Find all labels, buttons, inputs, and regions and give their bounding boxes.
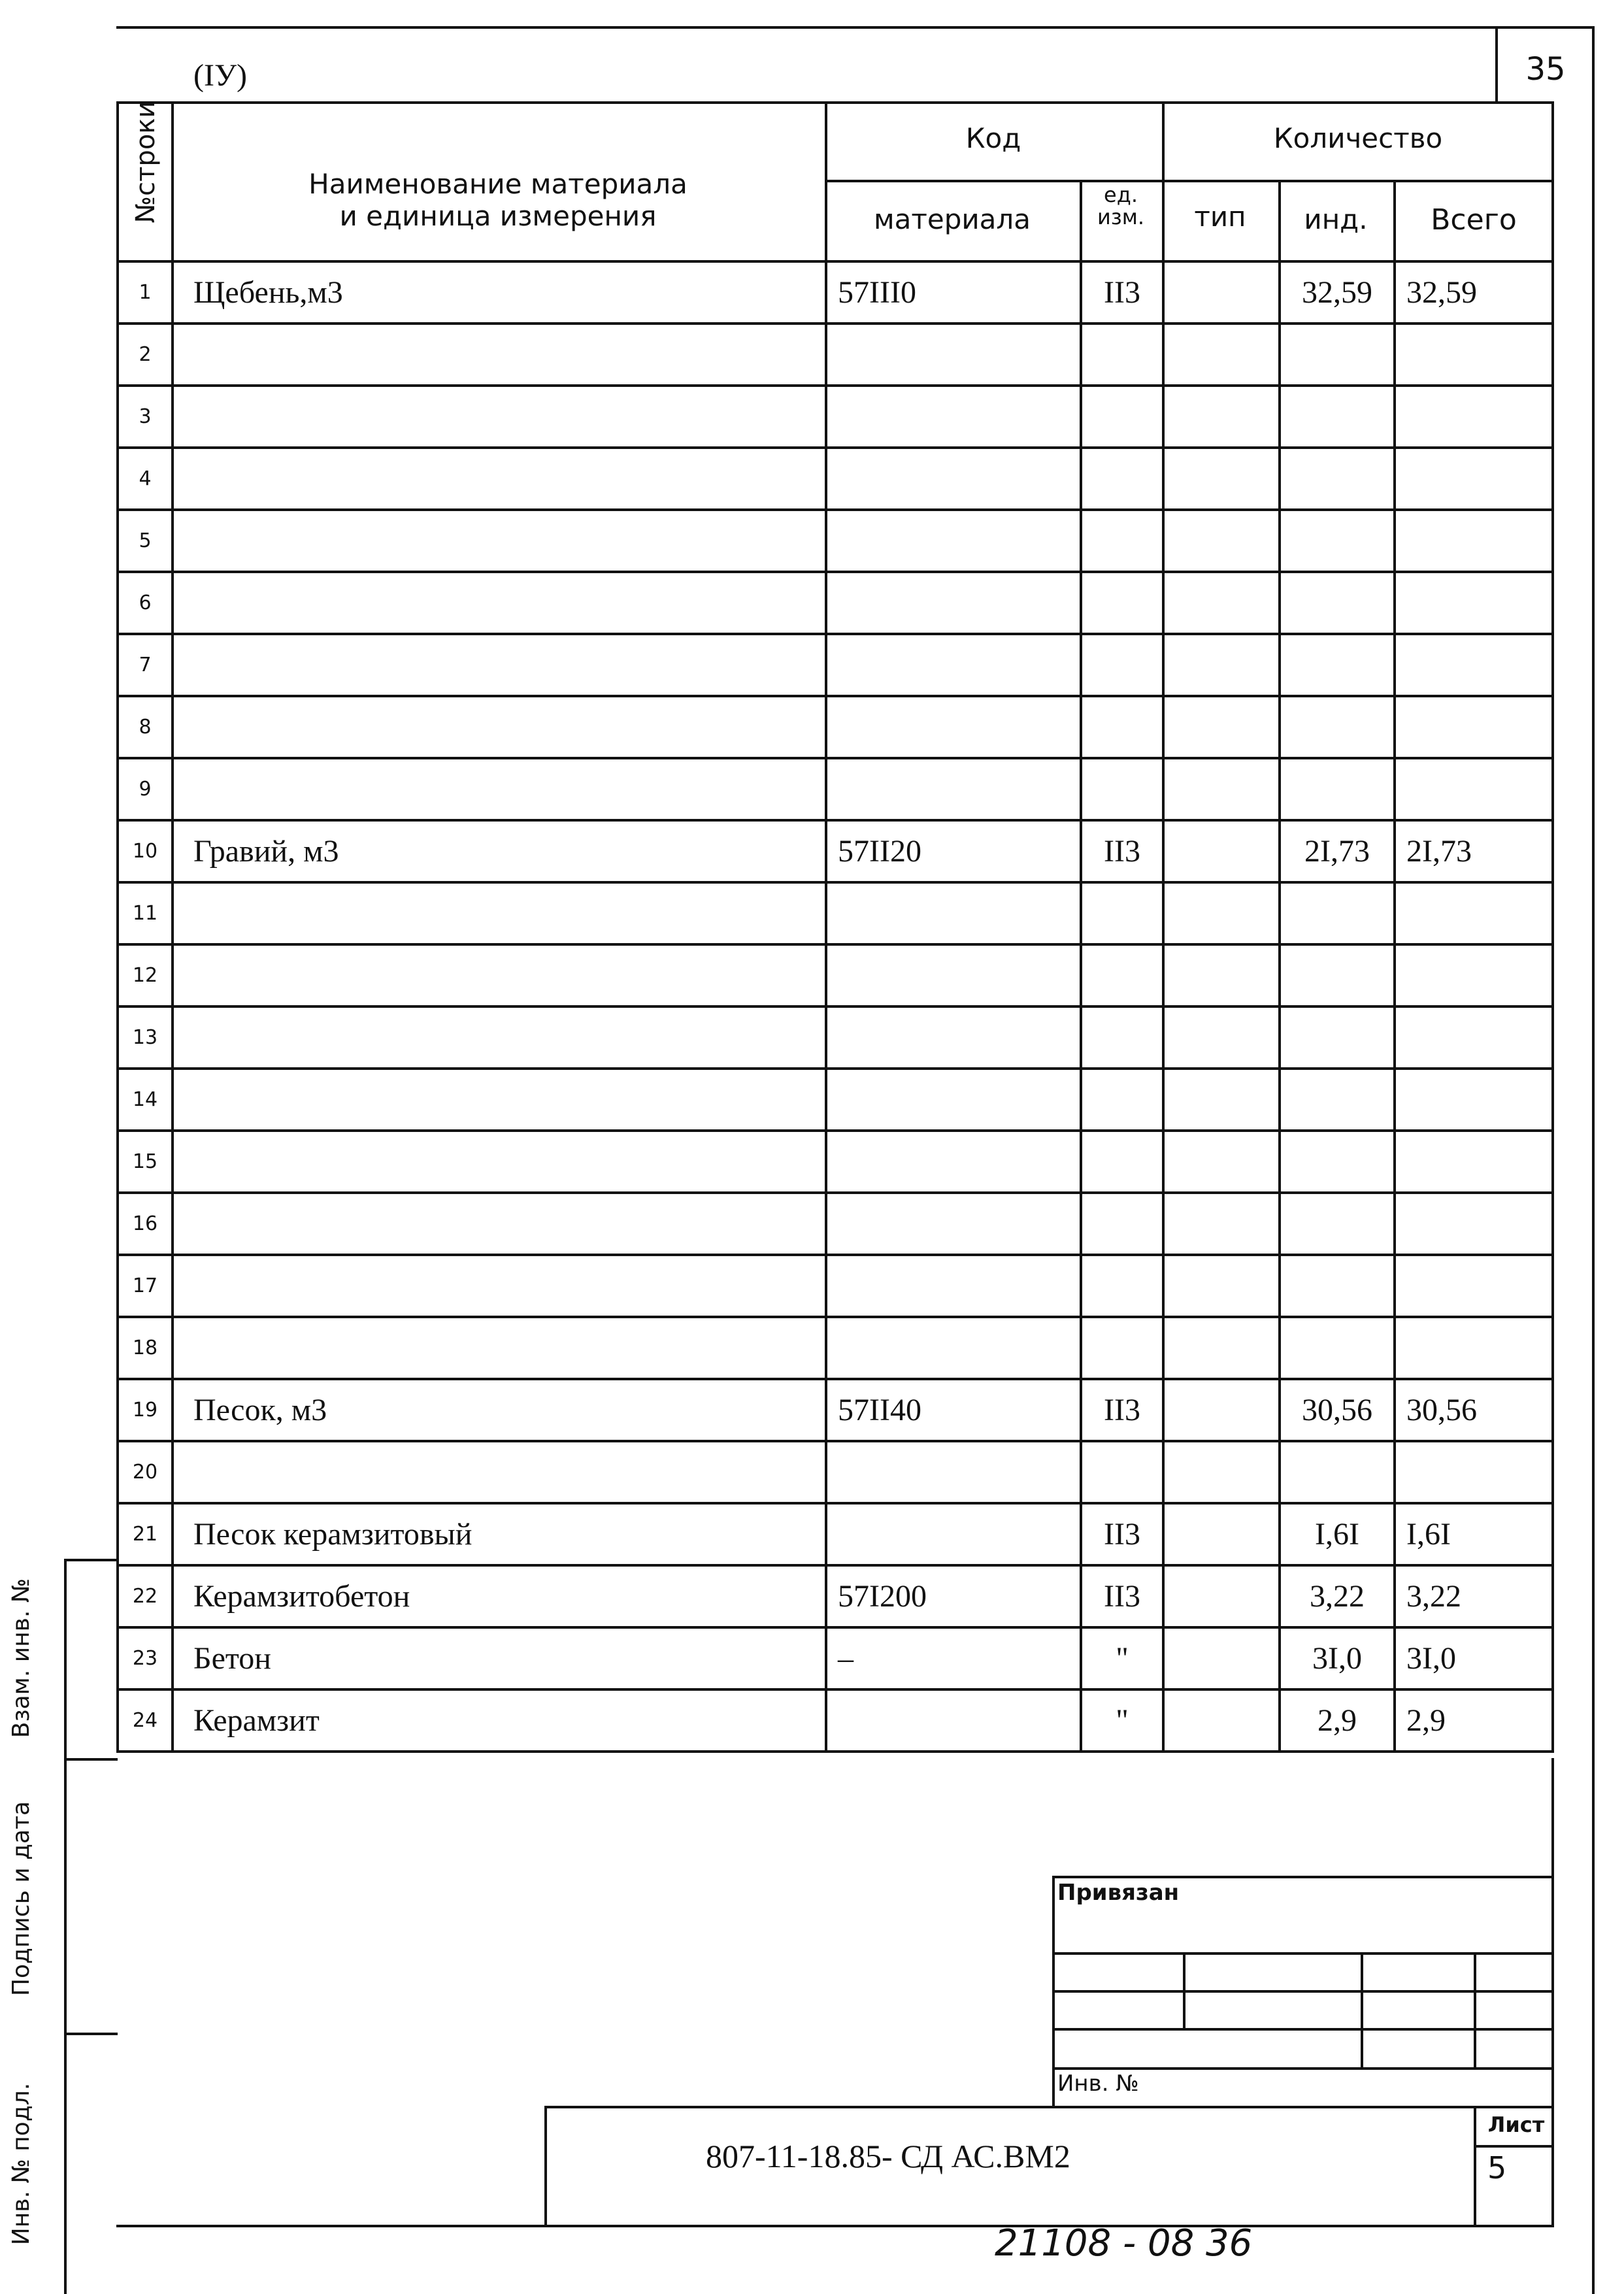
row-unit-code: II3 [1104, 275, 1140, 310]
row-material-code [829, 635, 1078, 695]
row-ind [1282, 946, 1392, 1005]
row-ind [1282, 1132, 1392, 1191]
row-name [175, 1318, 823, 1378]
row-material-code [829, 1318, 1078, 1378]
row-unit-code [1084, 635, 1161, 695]
row-ind [1282, 635, 1392, 695]
row-tip [1166, 635, 1277, 695]
row-name [175, 511, 823, 571]
table-col-line [1162, 101, 1165, 1753]
side-inv-podl: Инв. № подл. [8, 2082, 35, 2246]
side-stamp-div1 [64, 1758, 118, 1761]
row-total [1397, 1132, 1550, 1191]
row-material-code: – [838, 1641, 853, 1676]
tb-doc-code: 807-11-18.85- СД АС.ВМ2 [706, 2138, 1070, 2174]
row-number: 4 [139, 467, 152, 490]
row-number: 6 [139, 591, 152, 614]
header-name-text: Наименование материала и единица измерения [308, 168, 688, 232]
row-number: 15 [132, 1150, 158, 1173]
row-ind [1282, 325, 1392, 384]
row-material-code: 57III0 [838, 275, 916, 310]
row-unit-code [1084, 1442, 1161, 1502]
row-name [175, 697, 823, 757]
row-total [1397, 1318, 1550, 1378]
row-total [1397, 635, 1550, 695]
bottom-handwritten-number: 21108 - 08 36 [995, 2222, 1253, 2265]
row-unit-code [1084, 511, 1161, 571]
row-name: Керамзитобетон [193, 1579, 410, 1614]
tb-col2 [1361, 1952, 1363, 2067]
row-ind [1282, 1070, 1392, 1129]
row-total [1397, 1442, 1550, 1502]
tb-row2 [1052, 1990, 1554, 1993]
tb-list-value: 5 [1487, 2150, 1507, 2186]
tb-main-left [544, 2106, 547, 2227]
table-col-line [171, 101, 174, 1753]
row-ind: 3I,0 [1312, 1641, 1362, 1676]
row-name: Песок, м3 [193, 1393, 327, 1427]
header-row-no: №строки [131, 101, 161, 224]
row-name [175, 635, 823, 695]
row-name: Щебень,м3 [193, 275, 343, 310]
row-name: Гравий, м3 [193, 834, 339, 869]
row-number: 22 [132, 1585, 158, 1608]
row-total [1397, 1008, 1550, 1067]
row-tip [1166, 1008, 1277, 1067]
row-ind: 32,59 [1302, 275, 1372, 310]
row-number: 18 [132, 1337, 158, 1359]
tb-main-top [544, 2106, 1554, 2108]
row-tip [1166, 263, 1277, 322]
bottom-frame-line [116, 2225, 1554, 2227]
row-tip [1166, 697, 1277, 757]
header-qty-group: Количество [1273, 122, 1443, 154]
row-total: I,6I [1406, 1517, 1451, 1552]
row-ind [1282, 449, 1392, 508]
row-material-code [829, 1070, 1078, 1129]
tb-list-left [1474, 2106, 1476, 2227]
row-unit-code [1084, 1194, 1161, 1254]
row-unit-code: II3 [1104, 1393, 1140, 1427]
row-ind [1282, 1194, 1392, 1254]
row-total: 3I,0 [1406, 1641, 1456, 1676]
side-vzam: Взам. инв. № [8, 1578, 35, 1738]
header-tip: тип [1194, 201, 1246, 233]
side-stamp-div2 [64, 2033, 118, 2035]
row-tip [1166, 511, 1277, 571]
row-number: 13 [132, 1026, 158, 1049]
row-number: 5 [139, 529, 152, 552]
header-mid-line [825, 180, 1551, 182]
row-total [1397, 1194, 1550, 1254]
row-material-code [829, 1132, 1078, 1191]
tb-row1 [1052, 1952, 1554, 1955]
side-podpis: Подпись и дата [8, 1801, 35, 1997]
table-col-line [825, 101, 827, 1753]
row-total: 32,59 [1406, 275, 1477, 310]
row-tip [1166, 946, 1277, 1005]
row-material-code [829, 1442, 1078, 1502]
row-total [1397, 511, 1550, 571]
row-unit-code [1084, 946, 1161, 1005]
row-ind: I,6I [1315, 1517, 1359, 1552]
row-total [1397, 1070, 1550, 1129]
row-name: Бетон [193, 1641, 271, 1676]
row-ind [1282, 511, 1392, 571]
row-total [1397, 759, 1550, 819]
row-total [1397, 573, 1550, 633]
row-number: 7 [139, 654, 152, 676]
frame-right-line [1592, 26, 1595, 2294]
row-ind [1282, 884, 1392, 943]
row-ind [1282, 759, 1392, 819]
row-ind [1282, 573, 1392, 633]
row-total [1397, 325, 1550, 384]
row-tip [1166, 387, 1277, 446]
tb-privyazan-label: Привязан [1057, 1880, 1180, 1906]
row-material-code [829, 573, 1078, 633]
tb-row4 [1052, 2067, 1554, 2070]
row-material-code [829, 1008, 1078, 1067]
row-tip [1166, 1380, 1277, 1440]
row-tip [1166, 822, 1277, 881]
row-name [175, 1442, 823, 1502]
row-tip [1166, 1691, 1277, 1750]
row-total: 3,22 [1406, 1579, 1461, 1614]
row-number: 24 [132, 1709, 158, 1732]
frame-top-line [116, 26, 1595, 29]
row-tip [1166, 1442, 1277, 1502]
side-stamp-line [64, 1559, 67, 2294]
row-number: 23 [132, 1647, 158, 1670]
row-unit-code [1084, 573, 1161, 633]
row-material-code: 57II20 [838, 834, 921, 869]
row-material-code [829, 759, 1078, 819]
row-material-code [829, 511, 1078, 571]
row-name [175, 1008, 823, 1067]
bottom-frame-right [1551, 1758, 1554, 2227]
row-total [1397, 449, 1550, 508]
row-material-code [829, 1194, 1078, 1254]
side-stamp-top [64, 1559, 118, 1561]
row-total [1397, 946, 1550, 1005]
table-col-line [1551, 101, 1554, 1753]
table-row-line [116, 1750, 1551, 1753]
row-material-code: 57I200 [838, 1579, 927, 1614]
row-unit-code [1084, 1070, 1161, 1129]
tb-privyazan-top [1052, 1876, 1554, 1878]
row-name [175, 387, 823, 446]
row-number: 17 [132, 1274, 158, 1297]
tb-row3 [1052, 2028, 1554, 2031]
row-name [175, 325, 823, 384]
row-ind [1282, 387, 1392, 446]
row-unit-code [1084, 387, 1161, 446]
row-material-code [829, 697, 1078, 757]
row-number: 12 [132, 964, 158, 987]
row-name [175, 1132, 823, 1191]
row-name [175, 884, 823, 943]
row-number: 9 [139, 778, 152, 801]
row-material-code [829, 946, 1078, 1005]
row-ind [1282, 1442, 1392, 1502]
row-tip [1166, 449, 1277, 508]
header-total: Всего [1431, 203, 1517, 237]
tb-list-div [1474, 2145, 1554, 2148]
row-tip [1166, 884, 1277, 943]
row-unit-code [1084, 1008, 1161, 1067]
row-number: 10 [132, 840, 158, 863]
row-tip [1166, 1070, 1277, 1129]
row-total: 2,9 [1406, 1703, 1446, 1738]
row-unit-code [1084, 325, 1161, 384]
row-number: 2 [139, 343, 152, 366]
row-name [175, 946, 823, 1005]
row-unit-code: II3 [1104, 1517, 1140, 1552]
row-number: 8 [139, 716, 152, 739]
row-tip [1166, 1194, 1277, 1254]
tb-col3 [1474, 1952, 1476, 2067]
row-name: Песок керамзитовый [193, 1517, 472, 1552]
row-material-code: 57II40 [838, 1393, 921, 1427]
tb-list-label: Лист [1487, 2112, 1545, 2137]
row-tip [1166, 1567, 1277, 1626]
row-tip [1166, 1256, 1277, 1316]
row-unit-code [1084, 759, 1161, 819]
row-material-code [829, 387, 1078, 446]
page-number-divider [1495, 26, 1498, 101]
table-top-line [116, 101, 1554, 104]
row-ind: 2,9 [1317, 1703, 1357, 1738]
row-ind [1282, 1008, 1392, 1067]
row-unit-code: II3 [1104, 834, 1140, 869]
header-unit: ед. изм. [1097, 182, 1145, 229]
row-name [175, 1194, 823, 1254]
table-col-line [116, 101, 119, 1753]
row-name [175, 449, 823, 508]
row-ind: 30,56 [1302, 1393, 1372, 1427]
table-col-line [1278, 180, 1281, 1753]
header-ind: инд. [1304, 203, 1368, 235]
row-unit-code: " [1116, 1703, 1129, 1738]
row-material-code [829, 884, 1078, 943]
row-number: 14 [132, 1088, 158, 1111]
row-unit-code [1084, 449, 1161, 508]
row-total [1397, 387, 1550, 446]
row-ind [1282, 1318, 1392, 1378]
tb-col1 [1183, 1952, 1185, 2028]
row-name: Керамзит [193, 1703, 320, 1738]
row-number: 3 [139, 405, 152, 428]
table-col-line [1393, 180, 1396, 1753]
row-total: 30,56 [1406, 1393, 1477, 1427]
row-material-code [829, 1256, 1078, 1316]
row-number: 19 [132, 1399, 158, 1421]
row-unit-code [1084, 1318, 1161, 1378]
top-label: (IУ) [193, 58, 247, 93]
row-material-code [829, 325, 1078, 384]
row-number: 21 [132, 1523, 158, 1546]
row-number: 11 [132, 902, 158, 925]
row-tip [1166, 573, 1277, 633]
row-total: 2I,73 [1406, 834, 1472, 869]
row-unit-code: " [1116, 1641, 1129, 1676]
header-material: материала [873, 203, 1031, 235]
row-tip [1166, 759, 1277, 819]
page-number: 35 [1525, 51, 1566, 88]
header-code-group: Код [965, 122, 1021, 154]
row-unit-code [1084, 1256, 1161, 1316]
row-tip [1166, 1629, 1277, 1688]
row-unit-code [1084, 1132, 1161, 1191]
row-number: 20 [132, 1461, 158, 1484]
row-ind: 3,22 [1310, 1579, 1365, 1614]
row-number: 1 [139, 281, 152, 304]
row-ind: 2I,73 [1304, 834, 1370, 869]
row-unit-code [1084, 697, 1161, 757]
row-material-code [829, 1691, 1078, 1750]
header-name [171, 137, 825, 235]
row-material-code [829, 449, 1078, 508]
row-ind [1282, 697, 1392, 757]
row-total [1397, 1256, 1550, 1316]
row-number: 16 [132, 1212, 158, 1235]
row-tip [1166, 325, 1277, 384]
row-total [1397, 884, 1550, 943]
row-tip [1166, 1132, 1277, 1191]
row-total [1397, 697, 1550, 757]
row-unit-code: II3 [1104, 1579, 1140, 1614]
row-name [175, 759, 823, 819]
tb-inv-label: Инв. № [1057, 2070, 1139, 2097]
row-material-code [829, 1504, 1078, 1564]
row-name [175, 1070, 823, 1129]
row-tip [1166, 1318, 1277, 1378]
row-tip [1166, 1504, 1277, 1564]
row-name [175, 573, 823, 633]
row-ind [1282, 1256, 1392, 1316]
row-name [175, 1256, 823, 1316]
row-unit-code [1084, 884, 1161, 943]
table-col-line [1080, 180, 1082, 1753]
